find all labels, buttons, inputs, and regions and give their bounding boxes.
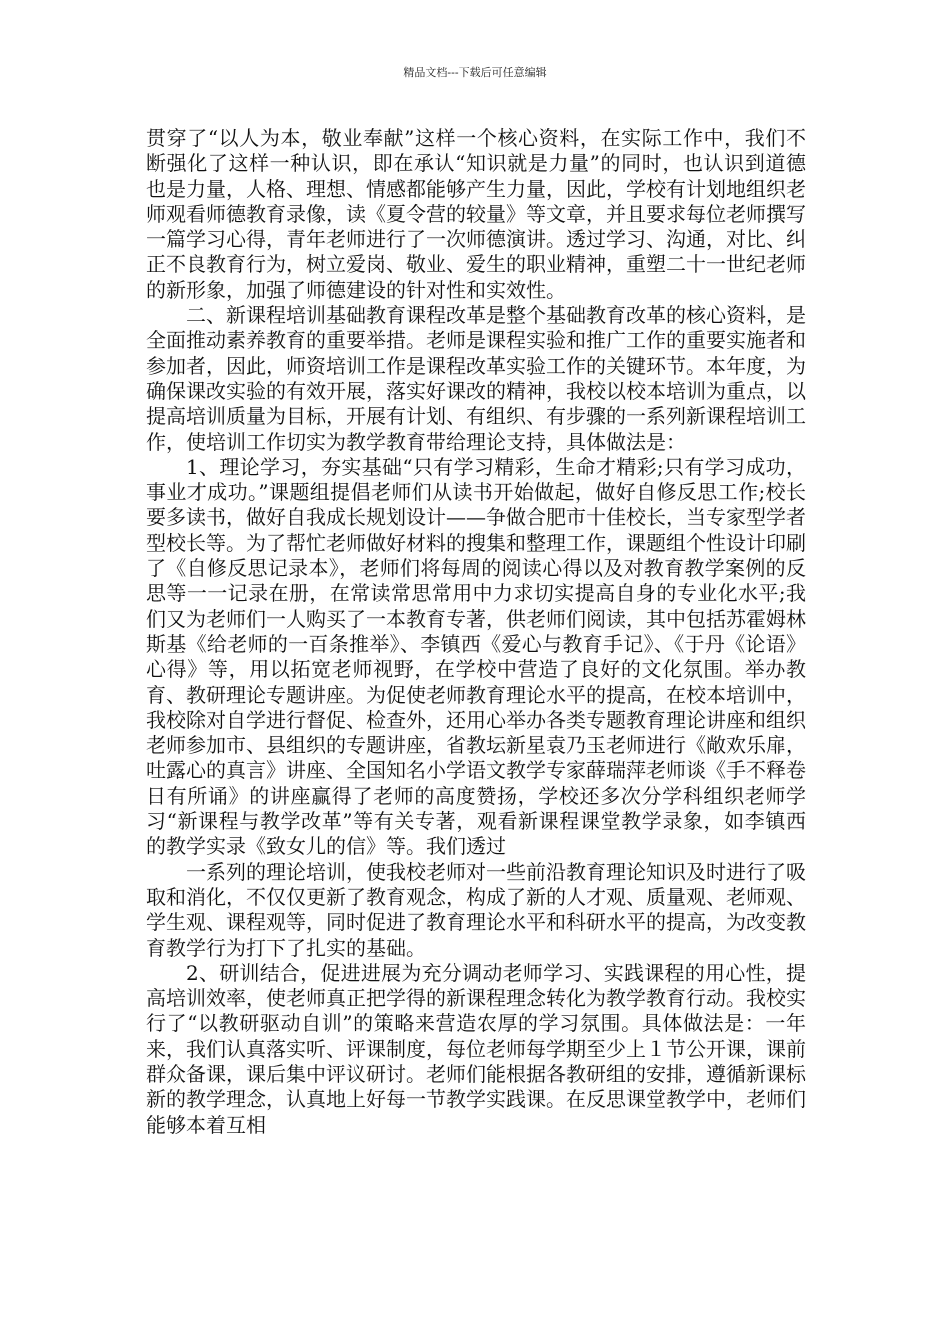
paragraph-2: 二、新课程培训基础教育课程改革是整个基础教育改革的核心资料，是全面推动素养教育的重要举措。老师是课程实验和推广工作的重要实施者和参加者，因此，师资培训工作是课程改革实验工作的关键环节。本年度，为确保课改实验的有效开展，落实好课改的精神，我校以校本培训为重点，以提高培训质量为目标，开展有计划、有组织、有步骤的一系列新课程培训工作，使培训工作切实为教学教育带给理论支持，具体做法是： xyxy=(146,303,806,454)
paragraph-1: 贯穿了“以人为本，敬业奉献”这样一个核心资料，在实际工作中，我们不断强化了这样一种认识，即在承认“知识就是力量”的同时，也认识到道德也是力量，人格、理想、情感都能够产生力量，因此，学校有计划地组织老师观看师德教育录像，读《夏令营的较量》等文章，并且要求每位老师撰写一篇学习心得，青年老师进行了一次师德演讲。透过学习、沟通，对比、纠正不良教育行为，树立爱岗、敬业、爱生的职业精神，重塑二十一世纪老师的新形象，加强了师德建设的针对性和实效性。 xyxy=(146,126,806,302)
page-header: 精品文档---下载后可任意编辑 xyxy=(403,66,547,79)
paragraph-4: 一系列的理论培训，使我校老师对一些前沿教育理论知识及时进行了吸取和消化，不仅仅更新了教育观念，构成了新的人才观、质量观、老师观、学生观、课程观等，同时促进了教育理论水平和科研水平的提高，为改变教育教学行为打下了扎实的基础。 xyxy=(146,859,806,960)
document-body xyxy=(146,126,806,1138)
paragraph-5: 2、研训结合，促进进展为充分调动老师学习、实践课程的用心性，提高培训效率，使老师真正把学得的新课程理念转化为教学教育行动。我校实行了“以教研驱动自训”的策略来营造农厚的学习氛围。具体做法是：一年来，我们认真落实听、评课制度，每位老师每学期至少上１节公开课，课前群众备课，课后集中评议研讨。老师们能根据各教研组的安排，遵循新课标新的教学理念，认真地上好每一节教学实践课。在反思课堂教学中，老师们能够本着互相 xyxy=(146,960,806,1137)
paragraph-3: 1、理论学习，夯实基础“只有学习精彩，生命才精彩;只有学习成功，事业才成功。”课题组提倡老师们从读书开始做起，做好自修反思工作;校长要多读书，做好自我成长规划设计——争做合肥市十佳校长，当专家型学者型校长等。为了帮忙老师做好材料的搜集和整理工作，课题组个性设计印刷了《自修反思记录本》，老师们将每周的阅读心得以及对教育教学案例的反思等一一记录在册，在常读常思常用中力求切实提高自身的专业化水平;我们又为老师们一人购买了一本教育专著，供老师们阅读，其中包括苏霍姆林斯基《给老师的一百条推举》、李镇西《爱心与教育手记》、《于丹《论语》心得》等，用以拓宽老师视野，在学校中营造了良好的文化氛围。举办教育、教研理论专题讲座。为促使老师教育理论水平的提高，在校本培训中，我校除对自学进行督促、检查外，还用心举办各类专题教育理论讲座和组织老师参加市、县组织的专题讲座，省教坛新星袁乃玉老师进行《敞欢乐扉，吐露心的真言》讲座、全国知名小学语文教学专家薛瑞萍老师谈《手不释卷日有所诵》的讲座赢得了老师的高度赞扬，学校还多次分学科组织老师学习“新课程与教学改革”等有关专著，观看新课程课堂教学录象，如李镇西的教学实录《致女儿的信》等。我们透过 xyxy=(146,454,806,859)
